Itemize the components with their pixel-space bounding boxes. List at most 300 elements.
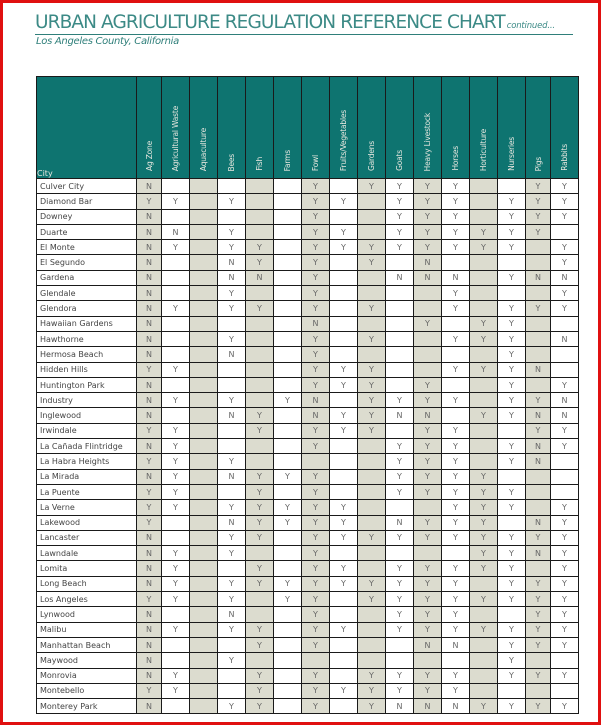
value-cell: Y	[414, 622, 442, 637]
value-cell: Y	[302, 546, 330, 561]
column-header-label: Nurseries	[507, 137, 516, 171]
value-cell: Y	[302, 224, 330, 239]
value-cell: N	[137, 530, 162, 545]
value-cell	[498, 469, 526, 484]
value-cell	[218, 423, 246, 438]
value-cell: Y	[470, 546, 498, 561]
value-cell: Y	[274, 469, 302, 484]
value-cell: Y	[551, 194, 579, 209]
value-cell	[274, 301, 302, 316]
value-cell: Y	[358, 301, 386, 316]
column-header	[246, 77, 274, 179]
city-cell: Montebello	[37, 683, 137, 698]
value-cell	[386, 255, 414, 270]
value-cell: Y	[526, 607, 551, 622]
value-cell: Y	[246, 240, 274, 255]
column-header	[274, 77, 302, 179]
value-cell: N	[302, 316, 330, 331]
value-cell	[274, 240, 302, 255]
value-cell	[190, 607, 218, 622]
value-cell	[246, 224, 274, 239]
value-cell	[190, 316, 218, 331]
value-cell: Y	[302, 331, 330, 346]
column-header-label: Fruits/Vegetables	[339, 109, 348, 171]
value-cell	[274, 347, 302, 362]
table-row	[37, 270, 579, 285]
table-row	[37, 377, 579, 392]
value-cell: Y	[162, 592, 190, 607]
value-cell	[330, 454, 358, 469]
value-cell: Y	[162, 683, 190, 698]
value-cell: Y	[526, 622, 551, 637]
value-cell: Y	[442, 439, 470, 454]
value-cell: Y	[470, 408, 498, 423]
value-cell	[498, 255, 526, 270]
value-cell	[330, 301, 358, 316]
column-header-label: Bees	[227, 153, 236, 171]
value-cell: Y	[137, 484, 162, 499]
value-cell	[551, 653, 579, 668]
city-cell: Lancaster	[37, 530, 137, 545]
value-cell: Y	[442, 454, 470, 469]
value-cell	[190, 240, 218, 255]
value-cell: Y	[386, 194, 414, 209]
value-cell: Y	[414, 439, 442, 454]
value-cell	[470, 653, 498, 668]
value-cell: N	[162, 224, 190, 239]
value-cell	[274, 423, 302, 438]
value-cell: Y	[358, 240, 386, 255]
value-cell	[190, 515, 218, 530]
value-cell	[358, 194, 386, 209]
value-cell	[190, 546, 218, 561]
value-cell: Y	[526, 530, 551, 545]
city-cell: La Mirada	[37, 469, 137, 484]
column-header	[526, 77, 551, 179]
value-cell: Y	[470, 500, 498, 515]
table-row	[37, 286, 579, 301]
value-cell	[414, 653, 442, 668]
value-cell: Y	[498, 439, 526, 454]
value-cell: Y	[551, 576, 579, 591]
value-cell: N	[137, 270, 162, 285]
value-cell	[386, 637, 414, 652]
value-cell: Y	[162, 469, 190, 484]
value-cell	[442, 347, 470, 362]
value-cell	[358, 484, 386, 499]
value-cell	[386, 500, 414, 515]
value-cell	[470, 301, 498, 316]
value-cell: Y	[442, 362, 470, 377]
table-body	[37, 179, 579, 714]
value-cell	[246, 179, 274, 194]
value-cell: Y	[498, 316, 526, 331]
value-cell	[386, 347, 414, 362]
value-cell	[498, 286, 526, 301]
value-cell: Y	[470, 622, 498, 637]
city-cell: Long Beach	[37, 576, 137, 591]
value-cell: Y	[414, 316, 442, 331]
value-cell: Y	[162, 393, 190, 408]
value-cell: Y	[302, 484, 330, 499]
table-row	[37, 301, 579, 316]
value-cell: Y	[246, 469, 274, 484]
value-cell: Y	[302, 699, 330, 714]
value-cell	[470, 179, 498, 194]
value-cell	[162, 286, 190, 301]
value-cell: Y	[274, 393, 302, 408]
value-cell	[470, 209, 498, 224]
value-cell: Y	[498, 699, 526, 714]
value-cell	[358, 469, 386, 484]
value-cell	[190, 683, 218, 698]
value-cell: Y	[470, 224, 498, 239]
city-cell: Huntington Park	[37, 377, 137, 392]
value-cell: Y	[470, 699, 498, 714]
value-cell	[386, 423, 414, 438]
value-cell	[274, 637, 302, 652]
value-cell: Y	[470, 240, 498, 255]
value-cell	[246, 653, 274, 668]
value-cell	[414, 500, 442, 515]
value-cell: Y	[414, 194, 442, 209]
value-cell	[246, 592, 274, 607]
value-cell: Y	[358, 423, 386, 438]
city-cell: Lakewood	[37, 515, 137, 530]
value-cell: Y	[386, 209, 414, 224]
continued-label: continued...	[506, 21, 555, 31]
value-cell	[358, 653, 386, 668]
value-cell	[358, 270, 386, 285]
value-cell: Y	[386, 576, 414, 591]
value-cell: Y	[218, 454, 246, 469]
regulation-table	[36, 76, 579, 714]
value-cell	[190, 408, 218, 423]
value-cell	[246, 194, 274, 209]
value-cell: Y	[246, 637, 274, 652]
table-row	[37, 576, 579, 591]
value-cell: Y	[218, 393, 246, 408]
city-cell: El Monte	[37, 240, 137, 255]
value-cell	[190, 362, 218, 377]
value-cell: Y	[330, 530, 358, 545]
value-cell	[551, 469, 579, 484]
value-cell: N	[551, 270, 579, 285]
value-cell: Y	[442, 301, 470, 316]
value-cell: Y	[162, 576, 190, 591]
value-cell: N	[246, 270, 274, 285]
value-cell: N	[137, 607, 162, 622]
value-cell: Y	[498, 377, 526, 392]
value-cell: Y	[442, 286, 470, 301]
value-cell	[551, 362, 579, 377]
column-header-label: Agricultural Waste	[171, 105, 180, 171]
value-cell	[218, 439, 246, 454]
value-cell: Y	[442, 331, 470, 346]
table-row	[37, 515, 579, 530]
value-cell: Y	[442, 515, 470, 530]
value-cell: Y	[218, 331, 246, 346]
value-cell: Y	[218, 224, 246, 239]
value-cell: Y	[162, 454, 190, 469]
value-cell: Y	[551, 240, 579, 255]
value-cell: Y	[162, 439, 190, 454]
value-cell	[274, 408, 302, 423]
value-cell: Y	[386, 561, 414, 576]
value-cell: Y	[470, 331, 498, 346]
value-cell	[274, 653, 302, 668]
value-cell: Y	[246, 423, 274, 438]
value-cell: Y	[526, 209, 551, 224]
value-cell	[358, 622, 386, 637]
value-cell: Y	[246, 622, 274, 637]
value-cell: N	[302, 393, 330, 408]
value-cell	[190, 592, 218, 607]
value-cell: N	[137, 637, 162, 652]
value-cell: Y	[274, 592, 302, 607]
city-cell: El Segundo	[37, 255, 137, 270]
value-cell: Y	[551, 699, 579, 714]
column-header	[498, 77, 526, 179]
value-cell	[551, 454, 579, 469]
column-header-label: Aquaculture	[199, 127, 208, 171]
value-cell: Y	[498, 637, 526, 652]
value-cell: Y	[551, 546, 579, 561]
value-cell	[162, 377, 190, 392]
value-cell: Y	[358, 179, 386, 194]
value-cell	[246, 439, 274, 454]
value-cell: N	[137, 224, 162, 239]
value-cell: Y	[246, 515, 274, 530]
value-cell	[526, 316, 551, 331]
value-cell: Y	[274, 515, 302, 530]
value-cell: Y	[218, 699, 246, 714]
value-cell: Y	[470, 592, 498, 607]
value-cell: Y	[470, 561, 498, 576]
value-cell	[551, 683, 579, 698]
value-cell	[386, 653, 414, 668]
value-cell	[246, 209, 274, 224]
value-cell: Y	[442, 209, 470, 224]
page-subtitle: Los Angeles County, California	[36, 36, 179, 47]
value-cell	[274, 270, 302, 285]
value-cell: Y	[442, 500, 470, 515]
city-cell: Hawthorne	[37, 331, 137, 346]
column-header	[414, 77, 442, 179]
value-cell: Y	[414, 668, 442, 683]
value-cell: N	[137, 439, 162, 454]
value-cell: Y	[218, 500, 246, 515]
value-cell: N	[137, 393, 162, 408]
city-cell: La Cañada Flintridge	[37, 439, 137, 454]
value-cell	[274, 561, 302, 576]
value-cell	[162, 530, 190, 545]
city-cell: Los Angeles	[37, 592, 137, 607]
column-header-label: Horticulture	[479, 128, 488, 171]
value-cell: Y	[330, 224, 358, 239]
value-cell: Y	[414, 224, 442, 239]
value-cell	[330, 592, 358, 607]
value-cell: Y	[551, 439, 579, 454]
value-cell	[190, 377, 218, 392]
value-cell	[190, 331, 218, 346]
value-cell: Y	[137, 500, 162, 515]
value-cell	[190, 699, 218, 714]
value-cell: Y	[386, 224, 414, 239]
value-cell: N	[137, 546, 162, 561]
value-cell	[470, 423, 498, 438]
value-cell	[386, 301, 414, 316]
table-row	[37, 209, 579, 224]
value-cell	[162, 270, 190, 285]
value-cell: Y	[386, 592, 414, 607]
value-cell	[218, 316, 246, 331]
value-cell: N	[137, 576, 162, 591]
value-cell	[274, 699, 302, 714]
table-row	[37, 240, 579, 255]
value-cell	[330, 393, 358, 408]
value-cell: Y	[330, 240, 358, 255]
value-cell: Y	[386, 683, 414, 698]
value-cell	[442, 546, 470, 561]
value-cell: Y	[358, 362, 386, 377]
value-cell: Y	[498, 347, 526, 362]
value-cell: N	[302, 408, 330, 423]
page-title: URBAN AGRICULTURE REGULATION REFERENCE CHART	[35, 12, 505, 33]
value-cell: N	[218, 347, 246, 362]
value-cell: Y	[358, 377, 386, 392]
column-header-label: Ag Zone	[144, 141, 154, 171]
column-header	[551, 77, 579, 179]
value-cell: Y	[302, 576, 330, 591]
value-cell: Y	[218, 622, 246, 637]
value-cell	[358, 515, 386, 530]
value-cell: N	[137, 469, 162, 484]
value-cell	[330, 469, 358, 484]
value-cell	[498, 607, 526, 622]
value-cell	[551, 347, 579, 362]
value-cell	[526, 500, 551, 515]
value-cell: Y	[470, 530, 498, 545]
column-header-label: Rabbits	[560, 144, 569, 171]
value-cell: Y	[414, 530, 442, 545]
city-cell: Culver City	[37, 179, 137, 194]
value-cell: Y	[302, 515, 330, 530]
value-cell: Y	[302, 668, 330, 683]
value-cell: Y	[498, 484, 526, 499]
value-cell: Y	[162, 362, 190, 377]
value-cell: N	[526, 362, 551, 377]
value-cell: Y	[498, 500, 526, 515]
value-cell	[274, 622, 302, 637]
value-cell	[274, 377, 302, 392]
value-cell	[190, 561, 218, 576]
value-cell: Y	[414, 209, 442, 224]
column-header-city: City	[37, 77, 137, 179]
value-cell	[470, 255, 498, 270]
value-cell: Y	[218, 301, 246, 316]
value-cell: Y	[498, 561, 526, 576]
value-cell	[526, 469, 551, 484]
value-cell	[190, 668, 218, 683]
value-cell: N	[137, 301, 162, 316]
value-cell	[218, 683, 246, 698]
value-cell: Y	[442, 592, 470, 607]
city-cell: Manhattan Beach	[37, 637, 137, 652]
value-cell: Y	[302, 530, 330, 545]
value-cell: Y	[162, 500, 190, 515]
value-cell	[330, 439, 358, 454]
value-cell: Y	[162, 301, 190, 316]
value-cell	[526, 255, 551, 270]
value-cell: Y	[386, 179, 414, 194]
value-cell	[414, 286, 442, 301]
value-cell: Y	[414, 484, 442, 499]
value-cell: N	[442, 699, 470, 714]
value-cell: Y	[386, 484, 414, 499]
value-cell: Y	[246, 576, 274, 591]
column-header	[442, 77, 470, 179]
value-cell	[498, 683, 526, 698]
table-row	[37, 500, 579, 515]
value-cell	[302, 653, 330, 668]
value-cell	[274, 316, 302, 331]
value-cell	[498, 423, 526, 438]
value-cell: Y	[246, 408, 274, 423]
value-cell	[442, 316, 470, 331]
value-cell: Y	[414, 469, 442, 484]
value-cell: N	[218, 408, 246, 423]
value-cell: Y	[137, 683, 162, 698]
value-cell: N	[526, 270, 551, 285]
value-cell: Y	[442, 530, 470, 545]
value-cell: Y	[137, 423, 162, 438]
table-row	[37, 592, 579, 607]
value-cell: Y	[302, 194, 330, 209]
value-cell	[386, 362, 414, 377]
value-cell	[274, 362, 302, 377]
value-cell	[218, 209, 246, 224]
table-row	[37, 331, 579, 346]
value-cell: Y	[330, 515, 358, 530]
value-cell: Y	[162, 668, 190, 683]
value-cell: Y	[386, 454, 414, 469]
value-cell	[386, 316, 414, 331]
value-cell: Y	[302, 286, 330, 301]
value-cell	[330, 331, 358, 346]
value-cell	[330, 270, 358, 285]
city-cell: Downey	[37, 209, 137, 224]
value-cell: Y	[302, 301, 330, 316]
value-cell: Y	[498, 622, 526, 637]
value-cell	[330, 179, 358, 194]
value-cell	[246, 546, 274, 561]
value-cell: Y	[551, 423, 579, 438]
value-cell: Y	[162, 240, 190, 255]
value-cell: Y	[498, 546, 526, 561]
value-cell: Y	[330, 622, 358, 637]
column-header	[190, 77, 218, 179]
value-cell	[330, 255, 358, 270]
value-cell: Y	[442, 469, 470, 484]
value-cell	[330, 347, 358, 362]
value-cell	[190, 530, 218, 545]
city-cell: Hawaiian Gardens	[37, 316, 137, 331]
column-header	[470, 77, 498, 179]
city-cell: Lynwood	[37, 607, 137, 622]
value-cell: Y	[137, 194, 162, 209]
value-cell	[330, 209, 358, 224]
